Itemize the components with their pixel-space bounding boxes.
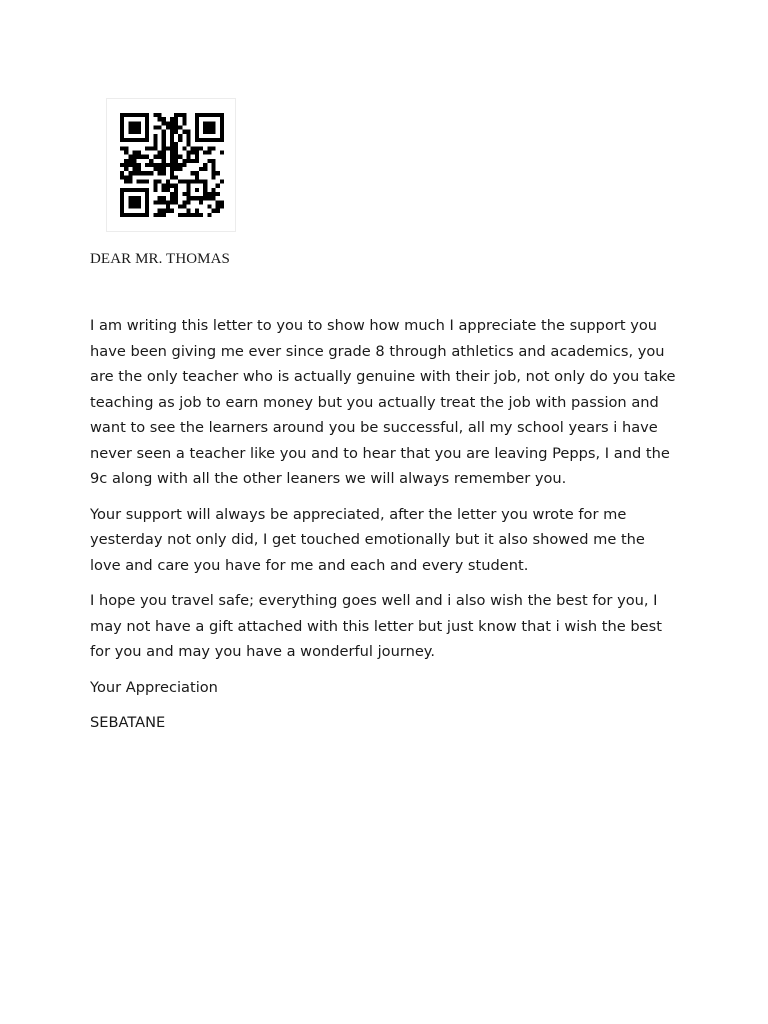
closing: Your Appreciation: [90, 678, 218, 696]
qr-code: [106, 98, 236, 232]
signature: SEBATANE: [90, 714, 166, 731]
qr-code-icon: [120, 112, 224, 218]
paragraph-2: Your support will always be appreciated, after the letter you wrote for me yesterday not only did, I get touched emotionally but it also showed me the love and care you have for me and each and every student.: [90, 505, 645, 574]
paragraph-3: I hope you travel safe; everything goes well and i also wish the best for you, I may not have a gift attached with this letter but just know that i wish the best for you and may you have a wonderful journey.: [90, 592, 662, 660]
paragraph-1: I am writing this letter to you to show how much I appreciate the support you have been giving me ever since grade 8 through athletics and academics, you are the only teacher who is actually genuine with their job, not only do you take teaching as job to earn money but you actually treat the job with passion and want to see the learners around you be successful, all my school years i have never seen a teacher like you and to hear that you are leaving Pepps, I and the 9c along with all the other leaners we will always remember you.: [90, 317, 676, 487]
letter-body: [90, 313, 680, 746]
salutation: DEAR MR. THOMAS: [90, 251, 230, 267]
